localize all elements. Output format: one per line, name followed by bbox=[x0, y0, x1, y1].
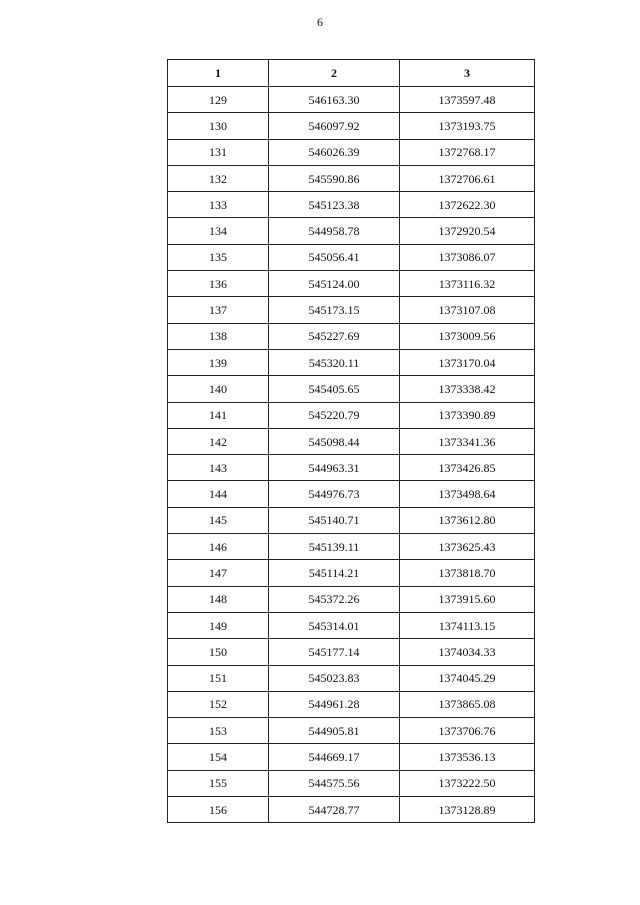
table-row bbox=[168, 455, 535, 481]
point-number-cell: 148 bbox=[168, 586, 269, 612]
table-row bbox=[168, 218, 535, 244]
table-row bbox=[168, 586, 535, 612]
x-coordinate-cell: 544961.28 bbox=[269, 691, 400, 717]
y-coordinate-cell: 1373612.80 bbox=[400, 507, 535, 533]
y-coordinate-cell: 1373338.42 bbox=[400, 376, 535, 402]
y-coordinate-cell: 1373536.13 bbox=[400, 744, 535, 770]
x-coordinate-cell: 544976.73 bbox=[269, 481, 400, 507]
header-cell-x: 2 bbox=[269, 60, 400, 87]
point-number-cell: 156 bbox=[168, 797, 269, 823]
point-number-cell: 154 bbox=[168, 744, 269, 770]
table-header bbox=[168, 60, 535, 87]
point-number-cell: 141 bbox=[168, 402, 269, 428]
table-row bbox=[168, 718, 535, 744]
table-row bbox=[168, 534, 535, 560]
table-row bbox=[168, 744, 535, 770]
point-number-cell: 150 bbox=[168, 639, 269, 665]
point-number-cell: 134 bbox=[168, 218, 269, 244]
table-row bbox=[168, 271, 535, 297]
table-row bbox=[168, 87, 535, 113]
table-row bbox=[168, 507, 535, 533]
y-coordinate-cell: 1372768.17 bbox=[400, 139, 535, 165]
point-number-cell: 137 bbox=[168, 297, 269, 323]
page-number: 6 bbox=[317, 15, 323, 29]
point-number-cell: 155 bbox=[168, 770, 269, 796]
x-coordinate-cell: 545056.41 bbox=[269, 244, 400, 270]
y-coordinate-cell: 1373009.56 bbox=[400, 323, 535, 349]
y-coordinate-cell: 1372920.54 bbox=[400, 218, 535, 244]
point-number-cell: 145 bbox=[168, 507, 269, 533]
x-coordinate-cell: 545372.26 bbox=[269, 586, 400, 612]
x-coordinate-cell: 545123.38 bbox=[269, 192, 400, 218]
x-coordinate-cell: 545314.01 bbox=[269, 612, 400, 638]
table-row bbox=[168, 402, 535, 428]
point-number-cell: 139 bbox=[168, 349, 269, 375]
point-number-cell: 152 bbox=[168, 691, 269, 717]
y-coordinate-cell: 1373818.70 bbox=[400, 560, 535, 586]
x-coordinate-cell: 544905.81 bbox=[269, 718, 400, 744]
y-coordinate-cell: 1373116.32 bbox=[400, 271, 535, 297]
x-coordinate-cell: 544728.77 bbox=[269, 797, 400, 823]
x-coordinate-cell: 546026.39 bbox=[269, 139, 400, 165]
x-coordinate-cell: 546163.30 bbox=[269, 87, 400, 113]
point-number-cell: 138 bbox=[168, 323, 269, 349]
y-coordinate-cell: 1372622.30 bbox=[400, 192, 535, 218]
header-row bbox=[168, 60, 535, 87]
x-coordinate-cell: 545124.00 bbox=[269, 271, 400, 297]
y-coordinate-cell: 1373086.07 bbox=[400, 244, 535, 270]
table-row bbox=[168, 797, 535, 823]
point-number-cell: 132 bbox=[168, 165, 269, 191]
x-coordinate-cell: 545405.65 bbox=[269, 376, 400, 402]
table-row bbox=[168, 349, 535, 375]
point-number-cell: 144 bbox=[168, 481, 269, 507]
y-coordinate-cell: 1373170.04 bbox=[400, 349, 535, 375]
y-coordinate-cell: 1373341.36 bbox=[400, 428, 535, 454]
header-cell-point: 1 bbox=[168, 60, 269, 87]
table-row bbox=[168, 113, 535, 139]
table-row bbox=[168, 165, 535, 191]
point-number-cell: 135 bbox=[168, 244, 269, 270]
x-coordinate-cell: 545114.21 bbox=[269, 560, 400, 586]
y-coordinate-cell: 1373107.08 bbox=[400, 297, 535, 323]
table-row bbox=[168, 481, 535, 507]
y-coordinate-cell: 1374045.29 bbox=[400, 665, 535, 691]
table-row bbox=[168, 612, 535, 638]
header-cell-y: 3 bbox=[400, 60, 535, 87]
table-row bbox=[168, 770, 535, 796]
y-coordinate-cell: 1373498.64 bbox=[400, 481, 535, 507]
y-coordinate-cell: 1373426.85 bbox=[400, 455, 535, 481]
x-coordinate-cell: 545177.14 bbox=[269, 639, 400, 665]
table-row bbox=[168, 639, 535, 665]
point-number-cell: 131 bbox=[168, 139, 269, 165]
table-row bbox=[168, 376, 535, 402]
coordinates-table bbox=[167, 59, 535, 823]
point-number-cell: 147 bbox=[168, 560, 269, 586]
x-coordinate-cell: 545098.44 bbox=[269, 428, 400, 454]
table-row bbox=[168, 244, 535, 270]
point-number-cell: 149 bbox=[168, 612, 269, 638]
y-coordinate-cell: 1373625.43 bbox=[400, 534, 535, 560]
point-number-cell: 140 bbox=[168, 376, 269, 402]
x-coordinate-cell: 545220.79 bbox=[269, 402, 400, 428]
point-number-cell: 130 bbox=[168, 113, 269, 139]
table-row bbox=[168, 297, 535, 323]
y-coordinate-cell: 1372706.61 bbox=[400, 165, 535, 191]
table-row bbox=[168, 691, 535, 717]
x-coordinate-cell: 545139.11 bbox=[269, 534, 400, 560]
y-coordinate-cell: 1373222.50 bbox=[400, 770, 535, 796]
point-number-cell: 151 bbox=[168, 665, 269, 691]
table-row bbox=[168, 665, 535, 691]
y-coordinate-cell: 1373193.75 bbox=[400, 113, 535, 139]
x-coordinate-cell: 544669.17 bbox=[269, 744, 400, 770]
point-number-cell: 133 bbox=[168, 192, 269, 218]
table-row bbox=[168, 192, 535, 218]
y-coordinate-cell: 1373390.89 bbox=[400, 402, 535, 428]
table-row bbox=[168, 560, 535, 586]
y-coordinate-cell: 1373706.76 bbox=[400, 718, 535, 744]
x-coordinate-cell: 545140.71 bbox=[269, 507, 400, 533]
y-coordinate-cell: 1374034.33 bbox=[400, 639, 535, 665]
x-coordinate-cell: 544575.56 bbox=[269, 770, 400, 796]
x-coordinate-cell: 546097.92 bbox=[269, 113, 400, 139]
y-coordinate-cell: 1373915.60 bbox=[400, 586, 535, 612]
table-body bbox=[168, 87, 535, 823]
table-row bbox=[168, 323, 535, 349]
x-coordinate-cell: 545590.86 bbox=[269, 165, 400, 191]
table-row bbox=[168, 139, 535, 165]
x-coordinate-cell: 544963.31 bbox=[269, 455, 400, 481]
point-number-cell: 146 bbox=[168, 534, 269, 560]
x-coordinate-cell: 545173.15 bbox=[269, 297, 400, 323]
y-coordinate-cell: 1374113.15 bbox=[400, 612, 535, 638]
y-coordinate-cell: 1373128.89 bbox=[400, 797, 535, 823]
point-number-cell: 142 bbox=[168, 428, 269, 454]
table-row bbox=[168, 428, 535, 454]
x-coordinate-cell: 545320.11 bbox=[269, 349, 400, 375]
point-number-cell: 153 bbox=[168, 718, 269, 744]
x-coordinate-cell: 545227.69 bbox=[269, 323, 400, 349]
y-coordinate-cell: 1373865.08 bbox=[400, 691, 535, 717]
y-coordinate-cell: 1373597.48 bbox=[400, 87, 535, 113]
point-number-cell: 129 bbox=[168, 87, 269, 113]
x-coordinate-cell: 544958.78 bbox=[269, 218, 400, 244]
point-number-cell: 143 bbox=[168, 455, 269, 481]
x-coordinate-cell: 545023.83 bbox=[269, 665, 400, 691]
point-number-cell: 136 bbox=[168, 271, 269, 297]
